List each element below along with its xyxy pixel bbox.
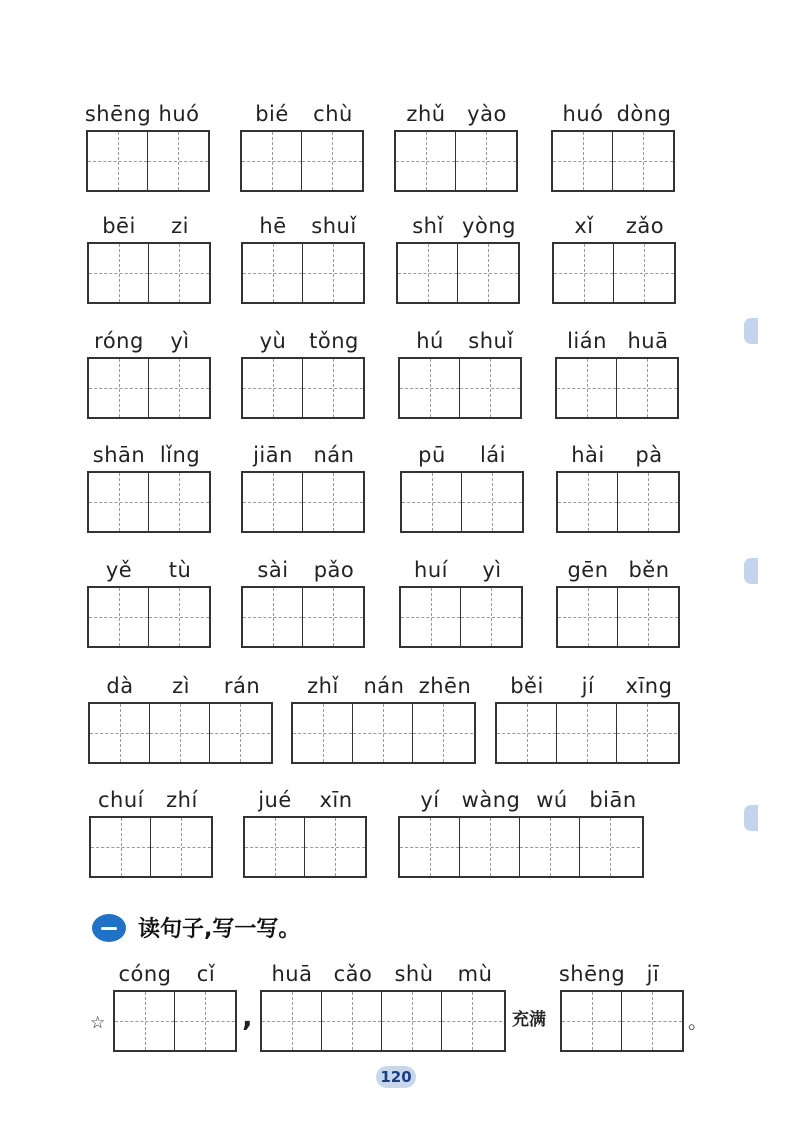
- pinyin-syllable: jiān: [253, 443, 293, 467]
- pinyin-syllable: zhí: [166, 788, 198, 812]
- pinyin-line: [241, 441, 365, 471]
- writing-cell[interactable]: [210, 704, 270, 762]
- word-box: [552, 212, 676, 304]
- word-box: [89, 786, 213, 878]
- section-2-header: [92, 912, 300, 943]
- pinyin-line: [86, 100, 210, 130]
- writing-cell[interactable]: [148, 132, 208, 190]
- pinyin-syllable: yì: [170, 329, 190, 353]
- pinyin-syllable: xīng: [625, 674, 673, 698]
- pinyin-syllable: shuǐ: [468, 329, 514, 353]
- writing-cell[interactable]: [175, 992, 235, 1050]
- pinyin-line: [398, 786, 644, 816]
- pinyin-line: [560, 960, 684, 990]
- writing-cell[interactable]: [302, 132, 362, 190]
- sentence-word-box: [560, 960, 684, 1052]
- writing-cell[interactable]: [89, 473, 149, 531]
- tianzige-grid[interactable]: [89, 816, 213, 878]
- writing-cell[interactable]: [460, 359, 520, 417]
- pinyin-syllable: pǎo: [313, 558, 355, 582]
- writing-cell[interactable]: [115, 992, 175, 1050]
- section-number-badge: [92, 914, 126, 942]
- tianzige-grid[interactable]: [396, 242, 520, 304]
- pinyin-line: [87, 327, 211, 357]
- writing-cell[interactable]: [460, 818, 520, 876]
- writing-cell[interactable]: [554, 244, 614, 302]
- pinyin-line: [398, 327, 522, 357]
- tianzige-grid[interactable]: [88, 702, 273, 764]
- pinyin-syllable: róng: [94, 329, 144, 353]
- writing-cell[interactable]: [322, 992, 382, 1050]
- pinyin-syllable: cóng: [118, 962, 172, 986]
- page-number: 120: [376, 1066, 416, 1088]
- pinyin-syllable: zì: [172, 674, 190, 698]
- writing-cell[interactable]: [442, 992, 502, 1050]
- writing-cell[interactable]: [89, 244, 149, 302]
- period-mark: 。: [688, 1009, 708, 1033]
- tianzige-grid[interactable]: [241, 242, 365, 304]
- writing-cell[interactable]: [91, 818, 151, 876]
- pinyin-syllable: rán: [223, 674, 261, 698]
- writing-cell[interactable]: [618, 473, 678, 531]
- pinyin-syllable: jī: [646, 962, 660, 986]
- writing-cell[interactable]: [149, 588, 209, 646]
- writing-cell[interactable]: [617, 359, 677, 417]
- tianzige-grid[interactable]: [555, 357, 679, 419]
- tianzige-grid[interactable]: [87, 357, 211, 419]
- pinyin-syllable: hē: [259, 214, 287, 238]
- side-tab-marker: [744, 805, 758, 831]
- word-box: [87, 212, 211, 304]
- writing-cell[interactable]: [458, 244, 518, 302]
- tianzige-grid[interactable]: [240, 130, 364, 192]
- pinyin-line: [241, 556, 365, 586]
- pinyin-syllable: yòng: [462, 214, 516, 238]
- pinyin-line: [556, 556, 680, 586]
- writing-cell[interactable]: [243, 244, 303, 302]
- tianzige-grid[interactable]: [291, 702, 476, 764]
- pinyin-syllable: zǎo: [625, 214, 665, 238]
- pinyin-syllable: běn: [628, 558, 670, 582]
- writing-cell[interactable]: [353, 704, 413, 762]
- word-box: [241, 441, 365, 533]
- writing-cell[interactable]: [303, 359, 363, 417]
- side-tab-marker: [744, 318, 758, 344]
- tianzige-grid[interactable]: [560, 990, 684, 1052]
- pinyin-line: [556, 441, 680, 471]
- pinyin-line: [89, 786, 213, 816]
- word-box: [87, 441, 211, 533]
- sentence-word-box: [113, 960, 237, 1052]
- pinyin-syllable: shēng: [558, 962, 626, 986]
- pinyin-syllable: huā: [627, 329, 669, 353]
- pinyin-syllable: cǐ: [196, 962, 216, 986]
- tianzige-grid[interactable]: [260, 990, 506, 1052]
- pinyin-syllable: chuí: [98, 788, 144, 812]
- pinyin-syllable: tǒng: [309, 329, 359, 353]
- pinyin-syllable: zi: [171, 214, 189, 238]
- pinyin-syllable: shǐ: [412, 214, 444, 238]
- writing-cell[interactable]: [245, 818, 305, 876]
- word-box: [398, 327, 522, 419]
- writing-cell[interactable]: [558, 473, 618, 531]
- pinyin-syllable: shuǐ: [311, 214, 357, 238]
- pinyin-line: [555, 327, 679, 357]
- tianzige-grid[interactable]: [87, 242, 211, 304]
- pinyin-line: [495, 672, 680, 702]
- pinyin-syllable: běi: [510, 674, 544, 698]
- writing-cell[interactable]: [243, 473, 303, 531]
- pinyin-line: [551, 100, 675, 130]
- pinyin-syllable: yì: [482, 558, 502, 582]
- pinyin-syllable: mù: [457, 962, 493, 986]
- writing-cell[interactable]: [614, 244, 674, 302]
- tianzige-grid[interactable]: [556, 586, 680, 648]
- tianzige-grid[interactable]: [241, 586, 365, 648]
- writing-cell[interactable]: [562, 992, 622, 1050]
- writing-cell[interactable]: [497, 704, 557, 762]
- writing-cell[interactable]: [149, 473, 209, 531]
- pinyin-syllable: bié: [255, 102, 289, 126]
- pinyin-syllable: wú: [536, 788, 568, 812]
- pinyin-line: [241, 212, 365, 242]
- pinyin-syllable: yào: [467, 102, 507, 126]
- pinyin-syllable: jué: [258, 788, 292, 812]
- pinyin-line: [113, 960, 237, 990]
- tianzige-grid[interactable]: [398, 357, 522, 419]
- tianzige-grid[interactable]: [87, 586, 211, 648]
- pinyin-syllable: jí: [581, 674, 595, 698]
- writing-cell[interactable]: [303, 588, 363, 646]
- pinyin-syllable: chù: [313, 102, 353, 126]
- pinyin-syllable: xǐ: [574, 214, 594, 238]
- writing-cell[interactable]: [149, 359, 209, 417]
- writing-cell[interactable]: [622, 992, 682, 1050]
- tianzige-grid[interactable]: [86, 130, 210, 192]
- word-box: [88, 672, 273, 764]
- tianzige-grid[interactable]: [87, 471, 211, 533]
- pinyin-syllable: biān: [589, 788, 637, 812]
- writing-cell[interactable]: [413, 704, 473, 762]
- writing-cell[interactable]: [396, 132, 456, 190]
- writing-cell[interactable]: [151, 818, 211, 876]
- writing-cell[interactable]: [520, 818, 580, 876]
- tianzige-grid[interactable]: [552, 242, 676, 304]
- pinyin-line: [291, 672, 476, 702]
- pinyin-syllable: bēi: [102, 214, 136, 238]
- tianzige-grid[interactable]: [241, 471, 365, 533]
- writing-cell[interactable]: [90, 704, 150, 762]
- tianzige-grid[interactable]: [398, 816, 644, 878]
- pinyin-syllable: lǐng: [159, 443, 201, 467]
- pinyin-syllable: zhǔ: [406, 102, 446, 126]
- comma-mark: ,: [242, 1000, 253, 1033]
- pinyin-syllable: tù: [168, 558, 192, 582]
- pinyin-line: [394, 100, 518, 130]
- writing-cell[interactable]: [553, 132, 613, 190]
- pinyin-syllable: pà: [635, 443, 663, 467]
- writing-cell[interactable]: [88, 132, 148, 190]
- writing-cell[interactable]: [303, 244, 363, 302]
- pinyin-line: [88, 672, 273, 702]
- writing-cell[interactable]: [580, 818, 640, 876]
- word-box: [398, 786, 644, 878]
- writing-cell[interactable]: [462, 473, 522, 531]
- word-box: [555, 327, 679, 419]
- pinyin-line: [87, 212, 211, 242]
- writing-cell[interactable]: [400, 818, 460, 876]
- writing-cell[interactable]: [398, 244, 458, 302]
- pinyin-line: [260, 960, 506, 990]
- pinyin-syllable: nán: [363, 674, 405, 698]
- pinyin-line: [243, 786, 367, 816]
- writing-cell[interactable]: [89, 359, 149, 417]
- pinyin-syllable: huó: [562, 102, 604, 126]
- pinyin-syllable: huí: [414, 558, 448, 582]
- pinyin-syllable: shān: [92, 443, 146, 467]
- star-icon: ☆: [90, 1013, 106, 1033]
- writing-cell[interactable]: [461, 588, 521, 646]
- word-box: [400, 441, 524, 533]
- tianzige-grid[interactable]: [243, 816, 367, 878]
- word-box: [495, 672, 680, 764]
- pinyin-syllable: huā: [271, 962, 313, 986]
- pinyin-syllable: xīn: [319, 788, 353, 812]
- word-box: [551, 100, 675, 192]
- tianzige-grid[interactable]: [241, 357, 365, 419]
- pinyin-line: [396, 212, 520, 242]
- pinyin-line: [87, 556, 211, 586]
- tianzige-grid[interactable]: [551, 130, 675, 192]
- pinyin-syllable: shēng: [84, 102, 152, 126]
- pinyin-syllable: yí: [420, 788, 440, 812]
- writing-cell[interactable]: [305, 818, 365, 876]
- word-box: [86, 100, 210, 192]
- pinyin-syllable: sài: [257, 558, 289, 582]
- side-tab-marker: [744, 558, 758, 584]
- writing-cell[interactable]: [617, 704, 677, 762]
- tianzige-grid[interactable]: [400, 471, 524, 533]
- pinyin-syllable: lián: [567, 329, 607, 353]
- writing-cell[interactable]: [400, 359, 460, 417]
- pinyin-line: [399, 556, 523, 586]
- writing-cell[interactable]: [149, 244, 209, 302]
- pinyin-syllable: zhēn: [418, 674, 472, 698]
- writing-cell[interactable]: [557, 704, 617, 762]
- word-box: [240, 100, 364, 192]
- pinyin-line: [240, 100, 364, 130]
- word-box: [399, 556, 523, 648]
- pinyin-syllable: wàng: [461, 788, 521, 812]
- pinyin-syllable: dà: [106, 674, 134, 698]
- tianzige-grid[interactable]: [556, 471, 680, 533]
- pinyin-line: [552, 212, 676, 242]
- pinyin-syllable: dòng: [616, 102, 672, 126]
- writing-cell[interactable]: [303, 473, 363, 531]
- tianzige-grid[interactable]: [394, 130, 518, 192]
- writing-cell[interactable]: [243, 359, 303, 417]
- writing-cell[interactable]: [89, 588, 149, 646]
- writing-cell[interactable]: [557, 359, 617, 417]
- word-box: [87, 327, 211, 419]
- writing-cell[interactable]: [558, 588, 618, 646]
- word-box: [394, 100, 518, 192]
- writing-cell[interactable]: [402, 473, 462, 531]
- word-box: [241, 556, 365, 648]
- pinyin-syllable: hài: [571, 443, 605, 467]
- word-box: [556, 441, 680, 533]
- pinyin-syllable: zhǐ: [307, 674, 339, 698]
- sentence-word-box: [260, 960, 506, 1052]
- word-box: [556, 556, 680, 648]
- pinyin-syllable: nán: [313, 443, 355, 467]
- writing-cell[interactable]: [150, 704, 210, 762]
- writing-cell[interactable]: [243, 588, 303, 646]
- writing-cell[interactable]: [382, 992, 442, 1050]
- tianzige-grid[interactable]: [113, 990, 237, 1052]
- writing-cell[interactable]: [618, 588, 678, 646]
- tianzige-grid[interactable]: [399, 586, 523, 648]
- writing-cell[interactable]: [293, 704, 353, 762]
- pinyin-line: [241, 327, 365, 357]
- sentence-connector-text: 充满: [512, 1010, 546, 1030]
- word-box: [243, 786, 367, 878]
- writing-cell[interactable]: [242, 132, 302, 190]
- pinyin-syllable: gēn: [567, 558, 609, 582]
- section-2-title: 读句子,写一写。: [138, 917, 301, 942]
- tianzige-grid[interactable]: [495, 702, 680, 764]
- writing-cell[interactable]: [456, 132, 516, 190]
- pinyin-syllable: yù: [259, 329, 287, 353]
- writing-cell[interactable]: [401, 588, 461, 646]
- word-box: [396, 212, 520, 304]
- writing-cell[interactable]: [262, 992, 322, 1050]
- pinyin-syllable: cǎo: [333, 962, 373, 986]
- pinyin-syllable: huó: [158, 102, 200, 126]
- word-box: [87, 556, 211, 648]
- pinyin-line: [400, 441, 524, 471]
- pinyin-syllable: lái: [479, 443, 507, 467]
- pinyin-line: [87, 441, 211, 471]
- writing-cell[interactable]: [613, 132, 673, 190]
- word-box: [241, 327, 365, 419]
- pinyin-syllable: pū: [418, 443, 446, 467]
- word-box: [241, 212, 365, 304]
- pinyin-syllable: shù: [394, 962, 434, 986]
- pinyin-syllable: hú: [416, 329, 444, 353]
- word-box: [291, 672, 476, 764]
- pinyin-syllable: yě: [105, 558, 133, 582]
